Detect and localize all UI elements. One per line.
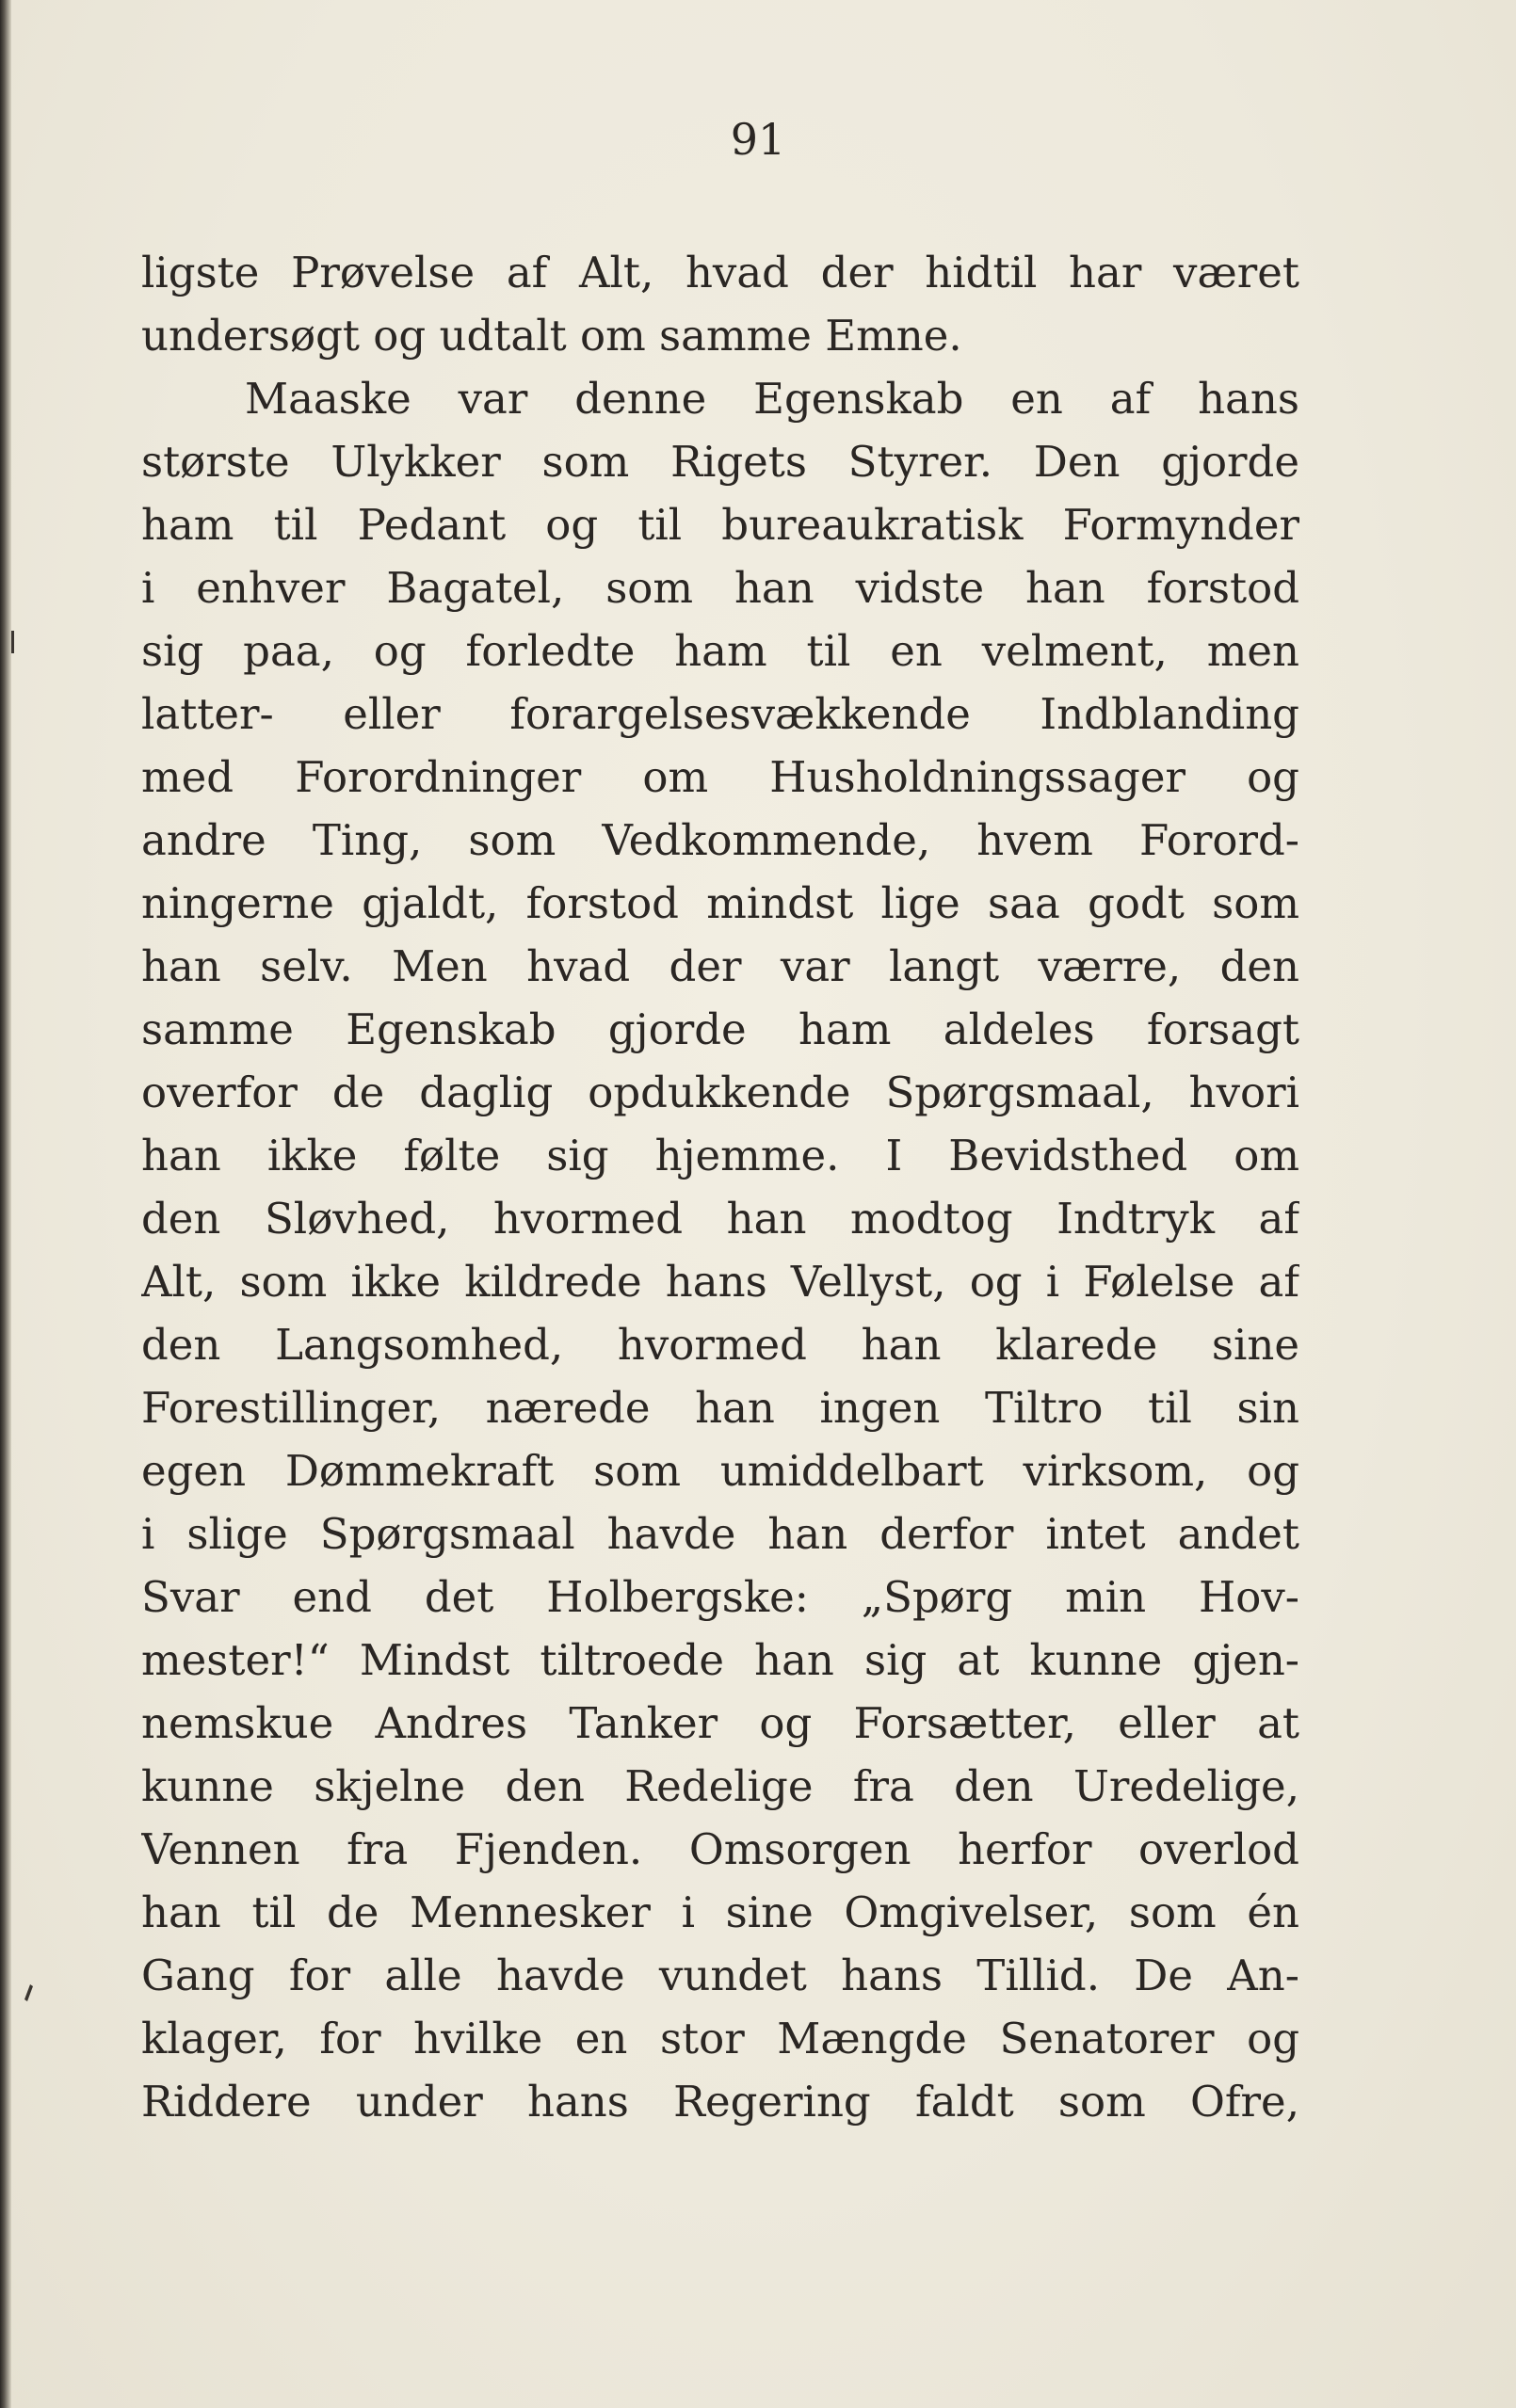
text-line: Vennen fra Fjenden. Omsorgen herfor overlod xyxy=(141,1824,1299,1874)
text-line: Maaske var denne Egenskab en af hans xyxy=(245,374,1299,424)
text-line: ningerne gjaldt, forstod mindst lige saa godt som xyxy=(141,878,1299,928)
text-line: Gang for alle havde vundet hans Tillid. De An- xyxy=(141,1950,1299,2000)
margin-speck xyxy=(9,631,17,653)
text-line: undersøgt og udtalt om samme Emne. xyxy=(141,311,962,361)
text-line: største Ulykker som Rigets Styrer. Den gjorde xyxy=(141,437,1299,487)
text-line: overfor de daglig opdukkende Spørgsmaal, hvori xyxy=(141,1068,1299,1117)
text-line: Forestillinger, nærede han ingen Tiltro til sin xyxy=(141,1383,1299,1433)
text-line: Riddere under hans Regering faldt som Ofre, xyxy=(141,2077,1299,2127)
text-line: med Forordninger om Husholdningssager og xyxy=(141,752,1299,802)
text-line: han til de Mennesker i sine Omgivelser, som én xyxy=(141,1887,1299,1937)
text-line: latter- eller forargelsesvækkende Indblanding xyxy=(141,689,1299,739)
text-line: andre Ting, som Vedkommende, hvem Forord- xyxy=(141,815,1299,865)
text-line: Alt, som ikke kildrede hans Vellyst, og i Følelse af xyxy=(141,1257,1299,1307)
text-line: Svar end det Holbergske: „Spørg min Hov- xyxy=(141,1572,1299,1622)
text-line: i enhver Bagatel, som han vidste han forstod xyxy=(141,563,1299,613)
text-line: klager, for hvilke en stor Mængde Senatorer og xyxy=(141,2014,1299,2063)
text-line: kunne skjelne den Redelige fra den Uredelige, xyxy=(141,1761,1299,1811)
text-line: ligste Prøvelse af Alt, hvad der hidtil har været xyxy=(141,248,1299,297)
text-line: den Langsomhed, hvormed han klarede sine xyxy=(141,1320,1299,1370)
text-line: ham til Pedant og til bureaukratisk Formynder xyxy=(141,500,1299,550)
text-line: egen Dømmekraft som umiddelbart virksom, og xyxy=(141,1446,1299,1496)
text-line: han ikke følte sig hjemme. I Bevidsthed om xyxy=(141,1131,1299,1180)
margin-speck xyxy=(23,1984,34,2001)
text-line: samme Egenskab gjorde ham aldeles forsagt xyxy=(141,1004,1299,1054)
text-line: mester!“ Mindst tiltroede han sig at kunne gjen- xyxy=(141,1635,1299,1685)
text-line: sig paa, og forledte ham til en velment, men xyxy=(141,626,1299,676)
page-binding-edge xyxy=(0,0,11,2408)
text-line: han selv. Men hvad der var langt værre, den xyxy=(141,941,1299,991)
text-line: den Sløvhed, hvormed han modtog Indtryk af xyxy=(141,1194,1299,1244)
body-text xyxy=(141,241,1299,2133)
text-line: nemskue Andres Tanker og Forsætter, eller at xyxy=(141,1698,1299,1748)
page-number: 91 xyxy=(730,114,786,165)
text-line: i slige Spørgsmaal havde han derfor intet andet xyxy=(141,1509,1299,1559)
